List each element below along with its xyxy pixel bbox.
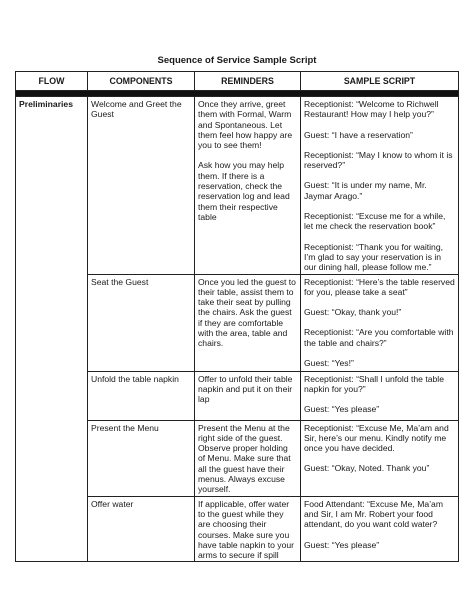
script-line: Receptionist: “Thank you for waiting, I’m glad to say your reservation is in our dining hall, please follow me.” bbox=[304, 241, 443, 273]
reminder-text: Ask how you may help them. If there is a reservation, check the reservation log and lead them their respective table bbox=[198, 160, 290, 222]
reminder-text: If applicable, offer water to the guest while they are choosing their courses. Make sure you have table napkin to your arms to secure if spill bbox=[198, 498, 295, 561]
component-text: Welcome and Greet the Guest bbox=[91, 99, 182, 120]
component-cell bbox=[88, 420, 195, 496]
flow-cell bbox=[16, 97, 88, 562]
component-text: Present the Menu bbox=[91, 422, 159, 433]
table-header-row bbox=[16, 72, 459, 91]
reminder-text: Present the Menu at the right side of the guest. Observe proper holding of Menu. Make sure that all the guest have their menus. Always excuse yourself. bbox=[198, 422, 291, 495]
script-line: Receptionist: “Are you comfortable with the table and chairs?” bbox=[304, 327, 454, 348]
script-cell bbox=[301, 274, 459, 371]
reminders-cell bbox=[195, 371, 301, 420]
header-components: COMPONENTS bbox=[88, 72, 195, 91]
reminder-text: Once you led the guest to their table, assist them to take their seat by pulling the chairs. Ask the guest if they are comfortable with the area, table and chairs. bbox=[198, 276, 296, 349]
script-cell bbox=[301, 496, 459, 562]
header-sample-script: SAMPLE SCRIPT bbox=[301, 72, 459, 91]
component-text: Offer water bbox=[91, 498, 134, 509]
script-line: Guest: “Okay, thank you!” bbox=[304, 307, 402, 318]
script-line: Receptionist: “Shall I unfold the table napkin for you?” bbox=[304, 373, 444, 394]
reminders-cell bbox=[195, 496, 301, 562]
script-cell bbox=[301, 97, 459, 275]
reminder-text: Offer to unfold their table napkin and put it on their lap bbox=[198, 373, 293, 405]
script-cell bbox=[301, 371, 459, 420]
script-line: Guest: “Okay, Noted. Thank you” bbox=[304, 463, 430, 474]
script-line: Guest: “Yes please” bbox=[304, 539, 380, 550]
document-title: Sequence of Service Sample Script bbox=[157, 55, 317, 66]
script-line: Guest: “Yes!” bbox=[304, 358, 354, 369]
script-line: Guest: “Yes please” bbox=[304, 404, 380, 415]
reminder-text: Once they arrive, greet them with Formal, Warm and Spontaneous. Let them feel how happy are you to see them! bbox=[198, 99, 293, 151]
component-cell bbox=[88, 496, 195, 562]
component-cell bbox=[88, 97, 195, 275]
script-line: Guest: “It is under my name, Mr. Jaymar Arago.” bbox=[304, 180, 427, 201]
header-flow: FLOW bbox=[16, 72, 88, 91]
script-line: Receptionist: “Excuse Me, Ma’am and Sir, here’s our menu. Kindly notify me once you have decided. bbox=[304, 422, 449, 454]
service-script-table bbox=[15, 71, 459, 562]
script-line: Food Attendant: “Excuse Me, Ma’am and Sir, I am Mr. Robert your food attendant, do you want cold water? bbox=[304, 498, 443, 530]
script-line: Guest: “I have a reservation” bbox=[304, 129, 413, 140]
script-line: Receptionist: “Welcome to Richwell Restaurant! How may I help you?” bbox=[304, 99, 439, 120]
component-cell bbox=[88, 274, 195, 371]
reminders-cell bbox=[195, 420, 301, 496]
component-cell bbox=[88, 371, 195, 420]
script-line: Receptionist: “Here’s the table reserved for you, please take a seat” bbox=[304, 276, 455, 297]
flow-label: Preliminaries bbox=[19, 99, 73, 109]
script-cell bbox=[301, 420, 459, 496]
component-text: Unfold the table napkin bbox=[91, 373, 179, 384]
table-row bbox=[16, 97, 459, 275]
header-reminders: REMINDERS bbox=[195, 72, 301, 91]
script-line: Receptionist: “May I know to whom it is reserved?” bbox=[304, 149, 453, 171]
script-line: Receptionist: “Excuse me for a while, let me check the reservation book” bbox=[304, 211, 446, 232]
reminders-cell bbox=[195, 274, 301, 371]
component-text: Seat the Guest bbox=[91, 276, 149, 287]
reminders-cell bbox=[195, 97, 301, 275]
